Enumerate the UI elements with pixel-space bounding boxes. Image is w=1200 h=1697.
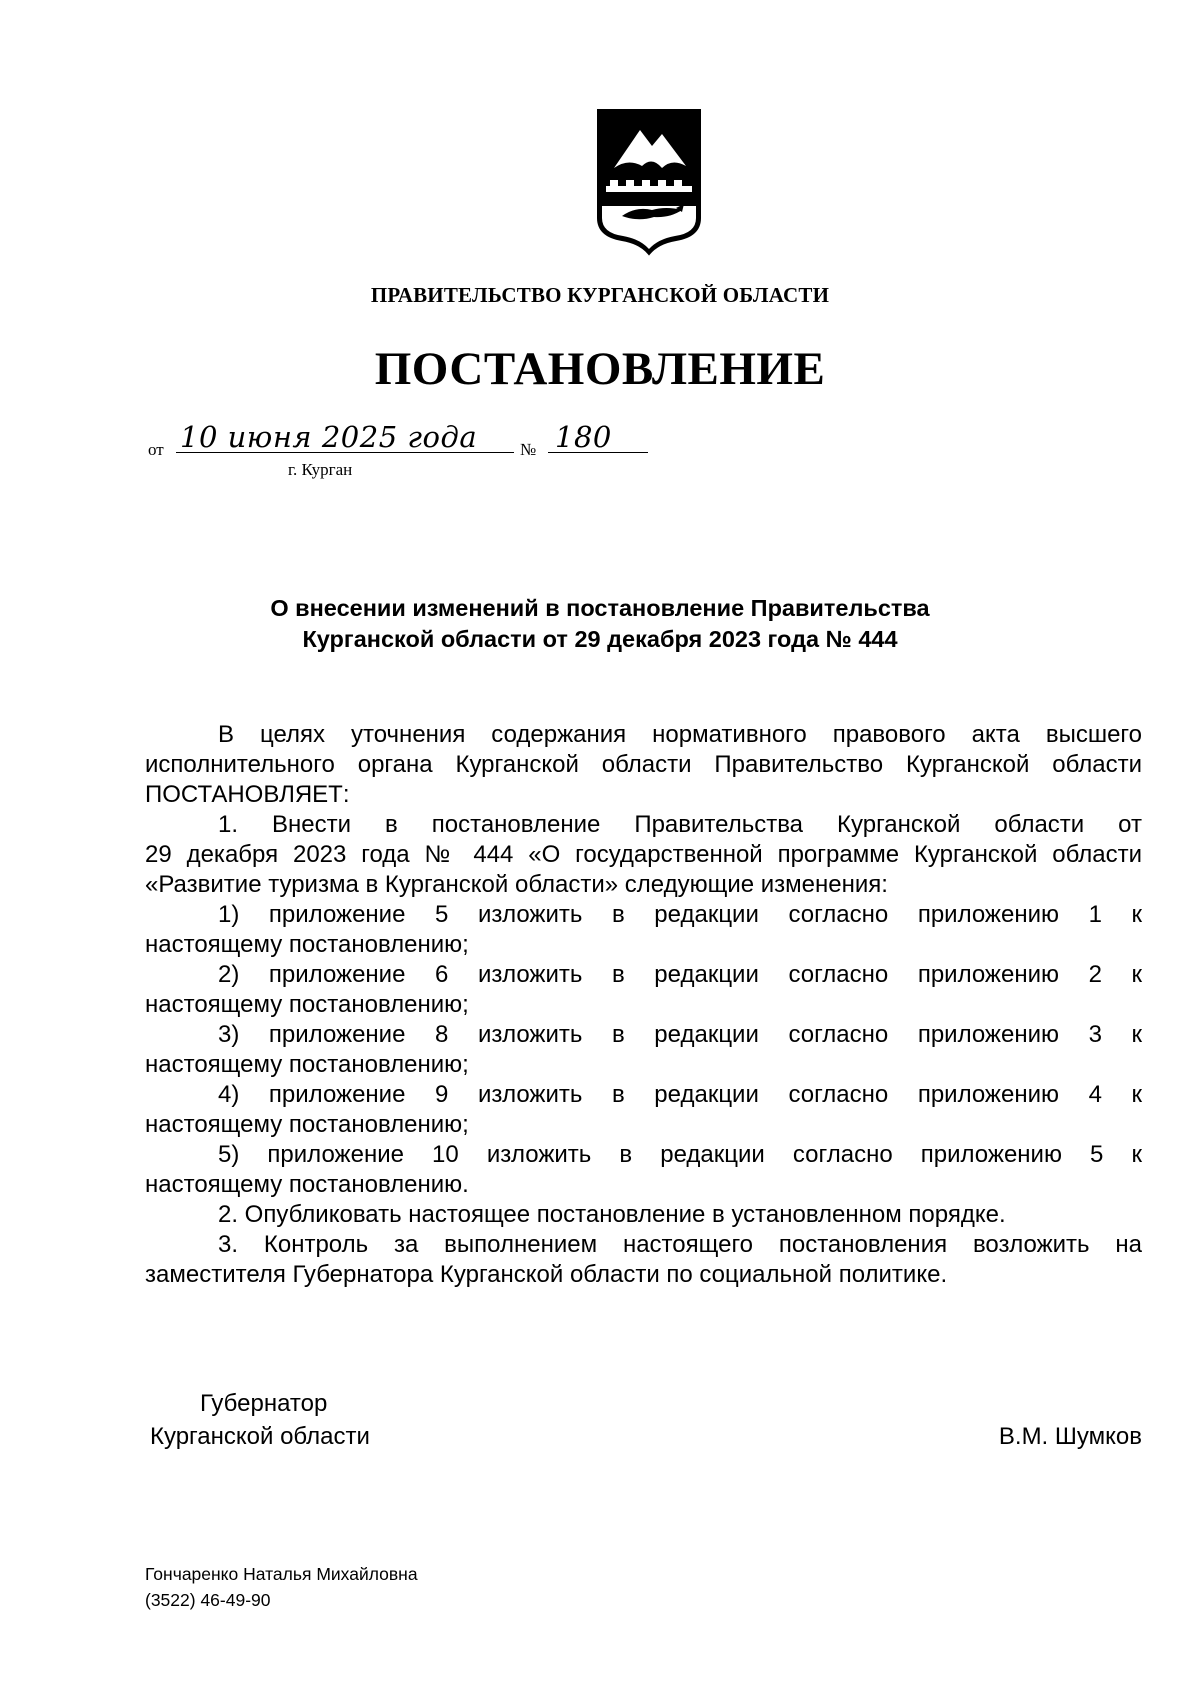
city: г. Курган [288, 460, 353, 479]
signatory-position: Губернатор [200, 1390, 328, 1417]
signatory-name: В.М. Шумков [998, 1423, 1142, 1450]
body-line: 3. Контроль за выполнением настоящего постановления возложить на [218, 1231, 1142, 1258]
from-label: от [148, 440, 164, 459]
body-line: 29 декабря 2023 года № 444 «О государственной программе Курганской области [145, 841, 1142, 868]
body-line: настоящему постановлению; [145, 1051, 469, 1078]
body-line: настоящему постановлению; [145, 931, 469, 958]
contact-phone: (3522) 46-49-90 [145, 1590, 271, 1610]
body-line: 4) приложение 9 изложить в редакции согласно приложению 4 к [218, 1081, 1142, 1108]
body-line: 1. Внести в постановление Правительства Курганской области от [218, 811, 1142, 838]
contact-name: Гончаренко Наталья Михайловна [145, 1564, 418, 1584]
body-line: настоящему постановлению; [145, 1111, 469, 1138]
body-line: ПОСТАНОВЛЯЕТ: [145, 781, 350, 808]
body-line: 2. Опубликовать настоящее постановление в установленном порядке. [218, 1201, 1006, 1228]
document-subject [0, 593, 1200, 655]
handwritten-number: 180 [555, 420, 612, 454]
subject-line: О внесении изменений в постановление Правительства [270, 595, 930, 621]
body-line: В целях уточнения содержания нормативного правового акта высшего [218, 721, 1142, 748]
handwritten-date: 10 июня 2025 года [180, 420, 478, 454]
body-line: заместителя Губернатора Курганской области по социальной политике. [145, 1261, 948, 1288]
body-line: 3) приложение 8 изложить в редакции согласно приложению 3 к [218, 1021, 1142, 1048]
document-type-title: ПОСТАНОВЛЕНИЕ [374, 343, 826, 395]
government-name: ПРАВИТЕЛЬСТВО КУРГАНСКОЙ ОБЛАСТИ [370, 283, 830, 307]
body-line: настоящему постановлению. [145, 1171, 469, 1198]
body-line: 2) приложение 6 изложить в редакции согласно приложению 2 к [218, 961, 1142, 988]
coat-of-arms-icon [592, 106, 706, 256]
number-label: № [520, 440, 537, 459]
signatory-region: Курганской области [150, 1423, 370, 1450]
body-line: 5) приложение 10 изложить в редакции согласно приложению 5 к [218, 1141, 1142, 1168]
body-line: 1) приложение 5 изложить в редакции согласно приложению 1 к [218, 901, 1142, 928]
body-line: исполнительного органа Курганской области Правительство Курганской области [145, 751, 1142, 778]
body-line: «Развитие туризма в Курганской области» следующие изменения: [145, 871, 888, 898]
body-line: настоящему постановлению; [145, 991, 469, 1018]
subject-line: Курганской области от 29 декабря 2023 года № 444 [302, 626, 898, 652]
